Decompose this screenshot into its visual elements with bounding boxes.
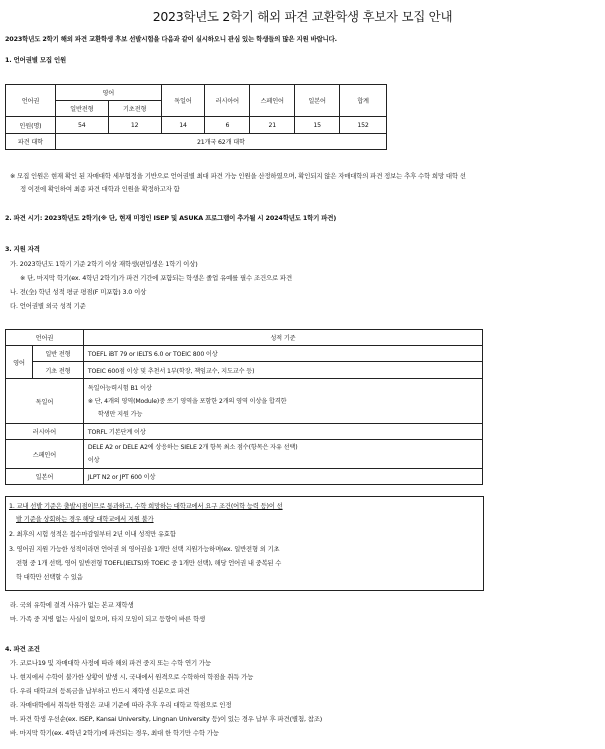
qual-da: 다. 언어권별 외국 성적 기준 — [10, 302, 86, 310]
cell-general: 54 — [55, 117, 108, 134]
th-english: 영어 — [55, 85, 161, 101]
cell-spanish: 스페인어 — [6, 440, 84, 469]
score-notes-box — [5, 496, 484, 591]
spanish-req-line-2: 이상 — [87, 457, 100, 464]
cell-basic-req: TOEIC 600점 이상 및 추천서 1부(학장, 책임교수, 지도교수 등) — [83, 362, 482, 379]
section-1-heading: 1. 언어권별 모집 인원 — [5, 56, 66, 64]
score-table — [5, 329, 483, 485]
cond-item-6: 바. 마지막 학기(ex. 4학년 2학기)에 파견되는 경우, 최대 한 학기만 수학 가능 — [10, 729, 219, 737]
score-note-1a: 1. 교내 선발 기준은 출발시점이므로 통과하고, 수학 희망하는 대학교에서 요구 조건(어학 능력 등)이 선 — [9, 503, 283, 510]
cond-item-3: 다. 우리 대학교의 등록금을 납부하고 반드시 재학생 신분으로 파견 — [10, 687, 190, 695]
spanish-req-line-1: DELE A2 or DELE A2에 상응하는 SIELE 2개 항목 최소 점수(항목은 자유 선택) — [87, 444, 298, 451]
cell-japanese-req: JLPT N2 or JPT 600 이상 — [83, 469, 482, 485]
th-language: 언어권 — [6, 85, 56, 117]
th-general: 일반전형 — [55, 101, 108, 117]
german-req-line-2: ※ 단, 4개의 영역(Module)중 쓰기 영역을 포함한 2개의 영역 이상을 합격한 — [87, 397, 287, 405]
th-spanish: 스페인어 — [250, 85, 295, 117]
cond-item-4: 라. 자매대학에서 취득한 학점은 교내 기준에 따라 추후 우리 대학교 학점으로 인정 — [10, 701, 232, 709]
score-note-2: 2. 최후의 시험 성적은 접수마감일부터 2년 이내 성적만 유효함 — [9, 531, 176, 538]
cell-german-req — [83, 379, 482, 424]
german-req-line-3: 학생만 지원 가능 — [97, 410, 143, 418]
score-note-3a: 3. 영어권 지원 가능한 성적이라면 언어권 외 영어권을 1개만 선택 지원가능하며(ex. 일반전형 외 기초 — [9, 546, 280, 553]
qual-ga-note: ※ 단, 마지막 학기(ex. 4학년 2학기)가 파견 기간에 포함되는 학생은 졸업 유예를 필수 조건으로 파견 — [20, 274, 292, 282]
th-german: 독일어 — [161, 85, 205, 117]
score-note-1b: 발 기준을 상회하는 경우 해당 대학교에서 지원 불가 — [16, 516, 154, 523]
section-4-heading: 4. 파견 조건 — [5, 645, 40, 653]
th-russian: 러시아어 — [205, 85, 250, 117]
cell-japanese: 15 — [295, 117, 340, 134]
section-1-note-2: 정 이전에 확인하여 최종 파견 대학과 인원을 확정하고자 함 — [20, 185, 180, 193]
qual-ga: 가. 2023학년도 1학기 기준 2학기 이상 재학생(편입생은 1학기 이상) — [10, 260, 198, 268]
cell-total: 152 — [340, 117, 387, 134]
cell-general-req: TOEFL iBT 79 or IELTS 6.0 or TOEIC 800 이상 — [83, 346, 482, 362]
qual-ra: 라. 국외 유학에 결격 사유가 없는 본교 재학생 — [10, 601, 134, 609]
cell-basic-label: 기초 전형 — [32, 362, 83, 379]
row-school-label: 파견 대학 — [6, 134, 56, 150]
th-requirement: 성적 기준 — [83, 330, 482, 346]
german-req-line-1: 독일어능력시험 B1 이상 — [87, 384, 152, 392]
cell-general-label: 일반 전형 — [32, 346, 83, 362]
document-title: 2023학년도 2학기 해외 파견 교환학생 후보자 모집 안내 — [152, 9, 453, 24]
score-note-3c: 학 대학만 선택할 수 있음 — [16, 574, 83, 581]
row-count-label: 인원(명) — [6, 117, 56, 134]
cell-russian: 러시아어 — [6, 424, 84, 440]
cond-item-1: 가. 코로나19 및 자매대학 사정에 따라 해외 파견 중지 또는 수학 연기 가능 — [10, 659, 211, 667]
cell-basic: 12 — [108, 117, 161, 134]
cond-item-2: 나. 현지에서 수학이 불가한 상황이 발생 시, 국내에서 원격으로 수학하여 학점을 취득 가능 — [10, 673, 254, 681]
recruit-table — [5, 84, 387, 150]
cell-german: 독일어 — [6, 379, 84, 424]
intro-text: 2023학년도 2학기 해외 파견 교환학생 후보 선발시험을 다음과 같이 실시하오니 관심 있는 학생들의 많은 지원 바랍니다. — [5, 35, 337, 43]
section-2-text: 2. 파견 시기: 2023학년도 2학기(※ 단, 현재 미정인 ISEP 및 ASUKA 프로그램이 추가될 시 2024학년도 1학기 파견) — [5, 214, 337, 222]
th-total: 합계 — [340, 85, 387, 117]
th-language: 언어권 — [6, 330, 84, 346]
qual-na: 나. 전(全) 학년 성적 평균 평점(F 미포함) 3.0 이상 — [10, 288, 147, 296]
cell-spanish: 21 — [250, 117, 295, 134]
th-basic: 기초전형 — [108, 101, 161, 117]
score-note-3b: 전형 중 1개 선택, 영어 일반전형 TOEFL(IELTS)와 TOEIC 중 1개만 선택), 해당 언어권 내 중복된 수 — [16, 560, 282, 567]
cond-item-5: 마. 파견 학생 우선순(ex. ISEP, Kansai University, Lingnan University 등)이 있는 경우 납부 후 파견(별첨, 참조) — [10, 715, 323, 723]
section-3-heading: 3. 지원 자격 — [5, 245, 40, 253]
section-1-note-1: ※ 모집 인원은 현재 확인 된 자매대학 세부협정을 기반으로 언어권별 최대 파견 가능 인원을 산정하였으며, 확인되지 않은 자매대학의 파견 정보는 추후 수학 희망 대학 선 — [10, 172, 466, 180]
cell-russian: 6 — [205, 117, 250, 134]
qual-ma: 마. 가족 중 지병 없는 사실이 없으며, 타지 모임이 되고 등향이 바른 학생 — [10, 615, 205, 623]
th-japanese: 일본어 — [295, 85, 340, 117]
cell-english: 영어 — [6, 346, 33, 379]
cell-spanish-req — [83, 440, 482, 469]
cell-russian-req: TORFL 기본단계 이상 — [83, 424, 482, 440]
cell-german: 14 — [161, 117, 205, 134]
cell-school: 21개국 62개 대학 — [55, 134, 386, 150]
cell-japanese: 일본어 — [6, 469, 84, 485]
